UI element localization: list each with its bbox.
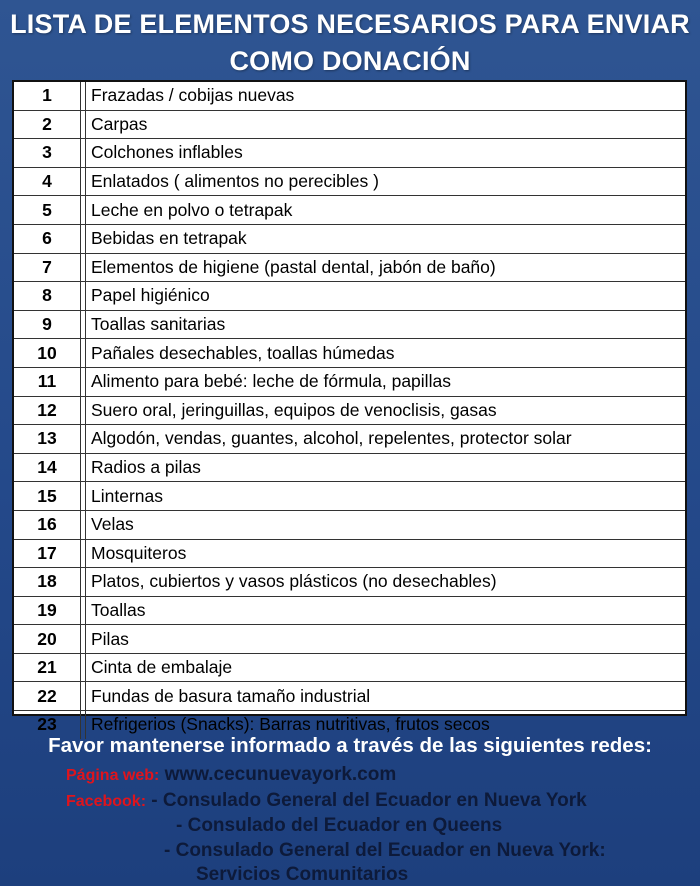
item-description: Carpas: [86, 110, 686, 139]
item-description: Leche en polvo o tetrapak: [86, 196, 686, 225]
website-link[interactable]: www.cecunuevayork.com: [164, 764, 397, 785]
footer-heading: Favor mantenerse informado a través de las siguientes redes:: [48, 734, 652, 757]
table-row: [14, 282, 685, 311]
item-description: Mosquiteros: [86, 539, 686, 568]
item-number: 7: [14, 253, 81, 282]
item-description: Frazadas / cobijas nuevas: [86, 82, 686, 110]
table-row: [14, 596, 685, 625]
table-row: [14, 396, 685, 425]
item-number: 18: [14, 568, 81, 597]
item-description: Bebidas en tetrapak: [86, 224, 686, 253]
table-row: [14, 625, 685, 654]
item-description: Alimento para bebé: leche de fórmula, papillas: [86, 367, 686, 396]
item-number: 6: [14, 224, 81, 253]
table-row: [14, 453, 685, 482]
table-row: [14, 653, 685, 682]
items-table: [12, 80, 687, 735]
table-row: [14, 139, 685, 168]
table-row: [14, 82, 685, 110]
item-number: 3: [14, 139, 81, 168]
facebook-label: Facebook:: [66, 793, 147, 810]
page-title: [0, 6, 700, 80]
item-number: 17: [14, 539, 81, 568]
item-description: Pilas: [86, 625, 686, 654]
item-number: 9: [14, 310, 81, 339]
title-line-1: LISTA DE ELEMENTOS NECESARIOS PARA ENVIAR: [10, 9, 690, 39]
table-row: [14, 110, 685, 139]
item-number: 15: [14, 482, 81, 511]
table-row: [14, 196, 685, 225]
item-number: 16: [14, 510, 81, 539]
item-description: Colchones inflables: [86, 139, 686, 168]
table-row: [14, 539, 685, 568]
item-number: 1: [14, 82, 81, 110]
table-row: [14, 367, 685, 396]
facebook-page-1[interactable]: - Consulado General del Ecuador en Nueva York: [151, 790, 587, 811]
item-number: 2: [14, 110, 81, 139]
item-description: Platos, cubiertos y vasos plásticos (no desechables): [86, 568, 686, 597]
item-number: 14: [14, 453, 81, 482]
table-row: [14, 310, 685, 339]
table-row: [14, 510, 685, 539]
item-description: Linternas: [86, 482, 686, 511]
item-description: Algodón, vendas, guantes, alcohol, repelentes, protector solar: [86, 425, 686, 454]
item-number: 23: [14, 711, 81, 739]
item-description: Enlatados ( alimentos no perecibles ): [86, 167, 686, 196]
item-description: Suero oral, jeringuillas, equipos de venoclisis, gasas: [86, 396, 686, 425]
facebook-page-3[interactable]: - Consulado General del Ecuador en Nueva York:: [164, 840, 606, 861]
website-line: [66, 764, 396, 786]
table-row: [14, 482, 685, 511]
table-row: [14, 253, 685, 282]
table-row: [14, 568, 685, 597]
item-number: 12: [14, 396, 81, 425]
item-description: Fundas de basura tamaño industrial: [86, 682, 686, 711]
item-number: 22: [14, 682, 81, 711]
item-description: Cinta de embalaje: [86, 653, 686, 682]
item-description: Radios a pilas: [86, 453, 686, 482]
item-description: Velas: [86, 510, 686, 539]
item-number: 11: [14, 367, 81, 396]
title-line-2: COMO DONACIÓN: [229, 46, 471, 76]
item-description: Toallas: [86, 596, 686, 625]
facebook-page-2[interactable]: - Consulado del Ecuador en Queens: [176, 815, 503, 836]
table-row: [14, 425, 685, 454]
item-description: Toallas sanitarias: [86, 310, 686, 339]
table-row: [14, 339, 685, 368]
item-description: Pañales desechables, toallas húmedas: [86, 339, 686, 368]
website-label: Página web:: [66, 767, 160, 784]
item-description: Refrigerios (Snacks): Barras nutritivas, frutos secos: [91, 714, 490, 735]
facebook-line-1: [66, 790, 587, 812]
item-number: 5: [14, 196, 81, 225]
item-number: 4: [14, 167, 81, 196]
item-number: 19: [14, 596, 81, 625]
item-description: Papel higiénico: [86, 282, 686, 311]
item-number: 20: [14, 625, 81, 654]
item-description: Elementos de higiene (pastal dental, jabón de baño): [86, 253, 686, 282]
item-number: 10: [14, 339, 81, 368]
item-number: 8: [14, 282, 81, 311]
table-row: [14, 682, 685, 711]
table-row: [14, 167, 685, 196]
item-number: 21: [14, 653, 81, 682]
table-row: [14, 224, 685, 253]
item-number: 13: [14, 425, 81, 454]
facebook-page-3-continuation[interactable]: Servicios Comunitarios: [196, 864, 409, 885]
